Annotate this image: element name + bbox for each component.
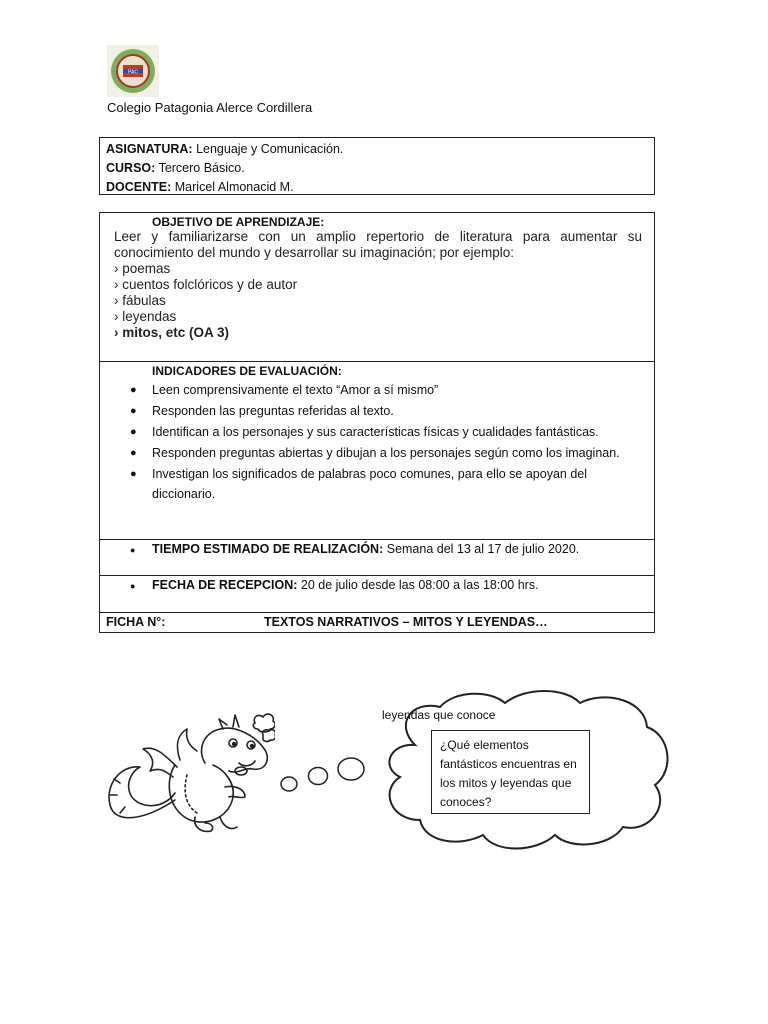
- course-info-box: [99, 137, 655, 195]
- subject-value: Lenguaje y Comunicación.: [196, 142, 344, 156]
- subject-label: ASIGNATURA:: [106, 142, 193, 156]
- reception-label: FECHA DE RECEPCION:: [152, 578, 298, 592]
- list-item: › fábulas: [114, 293, 166, 308]
- ficha-title: TEXTOS NARRATIVOS – MITOS Y LEYENDAS…: [264, 615, 548, 629]
- reception-value: 20 de julio desde las 08:00 a las 18:00 hrs.: [300, 578, 539, 592]
- time-estimate-row: [99, 539, 655, 576]
- indicators-box: [99, 361, 655, 540]
- thought-bubbles: [278, 755, 368, 795]
- ficha-row: [99, 612, 655, 633]
- objective-box: [99, 212, 655, 362]
- course-row: [106, 159, 648, 178]
- time-label: TIEMPO ESTIMADO DE REALIZACIÓN:: [152, 542, 384, 556]
- list-item: ● Leen comprensivamente el texto “Amor a sí mismo”: [152, 380, 644, 400]
- course-label: CURSO:: [106, 161, 156, 175]
- list-item: ● Investigan los significados de palabras poco comunes, para ello se apoyan del diccionario.: [152, 464, 644, 504]
- reception-date-row: [99, 575, 655, 613]
- list-item: › leyendas: [114, 309, 177, 324]
- ficha-label: FICHA N°:: [106, 615, 166, 629]
- dragon-illustration: [105, 705, 275, 840]
- indicators-heading: INDICADORES DE EVALUACIÓN:: [152, 364, 342, 378]
- teacher-value: Maricel Almonacid M.: [174, 180, 294, 194]
- time-value: Semana del 13 al 17 de julio 2020.: [386, 542, 580, 556]
- course-value: Tercero Básico.: [158, 161, 245, 175]
- logo-text: PAC: [128, 69, 138, 76]
- teacher-row: [106, 178, 648, 197]
- list-item: ● Responden preguntas abiertas y dibujan a los personajes según como los imaginan.: [152, 443, 644, 463]
- school-logo: [107, 45, 159, 97]
- question-box: ¿Qué elementos fantásticos encuentras en los mitos y leyendas que conoces?: [431, 730, 590, 814]
- objective-list: [100, 261, 654, 341]
- cloud-behind-text: leyendas que conoce: [382, 708, 496, 722]
- indicators-list: [100, 380, 654, 504]
- list-item: › cuentos folclóricos y de autor: [114, 277, 298, 292]
- subject-row: [106, 140, 648, 159]
- list-item: ● Identifican a los personajes y sus características físicas y cualidades fantásticas.: [152, 422, 644, 442]
- objective-text: Leer y familiarizarse con un amplio repertorio de literatura para aumentar su conocimiento del mundo y desarrollar su imaginación; por ejemplo:: [114, 229, 642, 260]
- list-item: ● Responden las preguntas referidas al texto.: [152, 401, 644, 421]
- teacher-label: DOCENTE:: [106, 180, 172, 194]
- list-item: › mitos, etc (OA 3): [114, 325, 230, 340]
- list-item: › poemas: [114, 261, 171, 276]
- objective-heading: OBJETIVO DE APRENDIZAJE:: [152, 215, 325, 229]
- school-name: Colegio Patagonia Alerce Cordillera: [107, 100, 313, 115]
